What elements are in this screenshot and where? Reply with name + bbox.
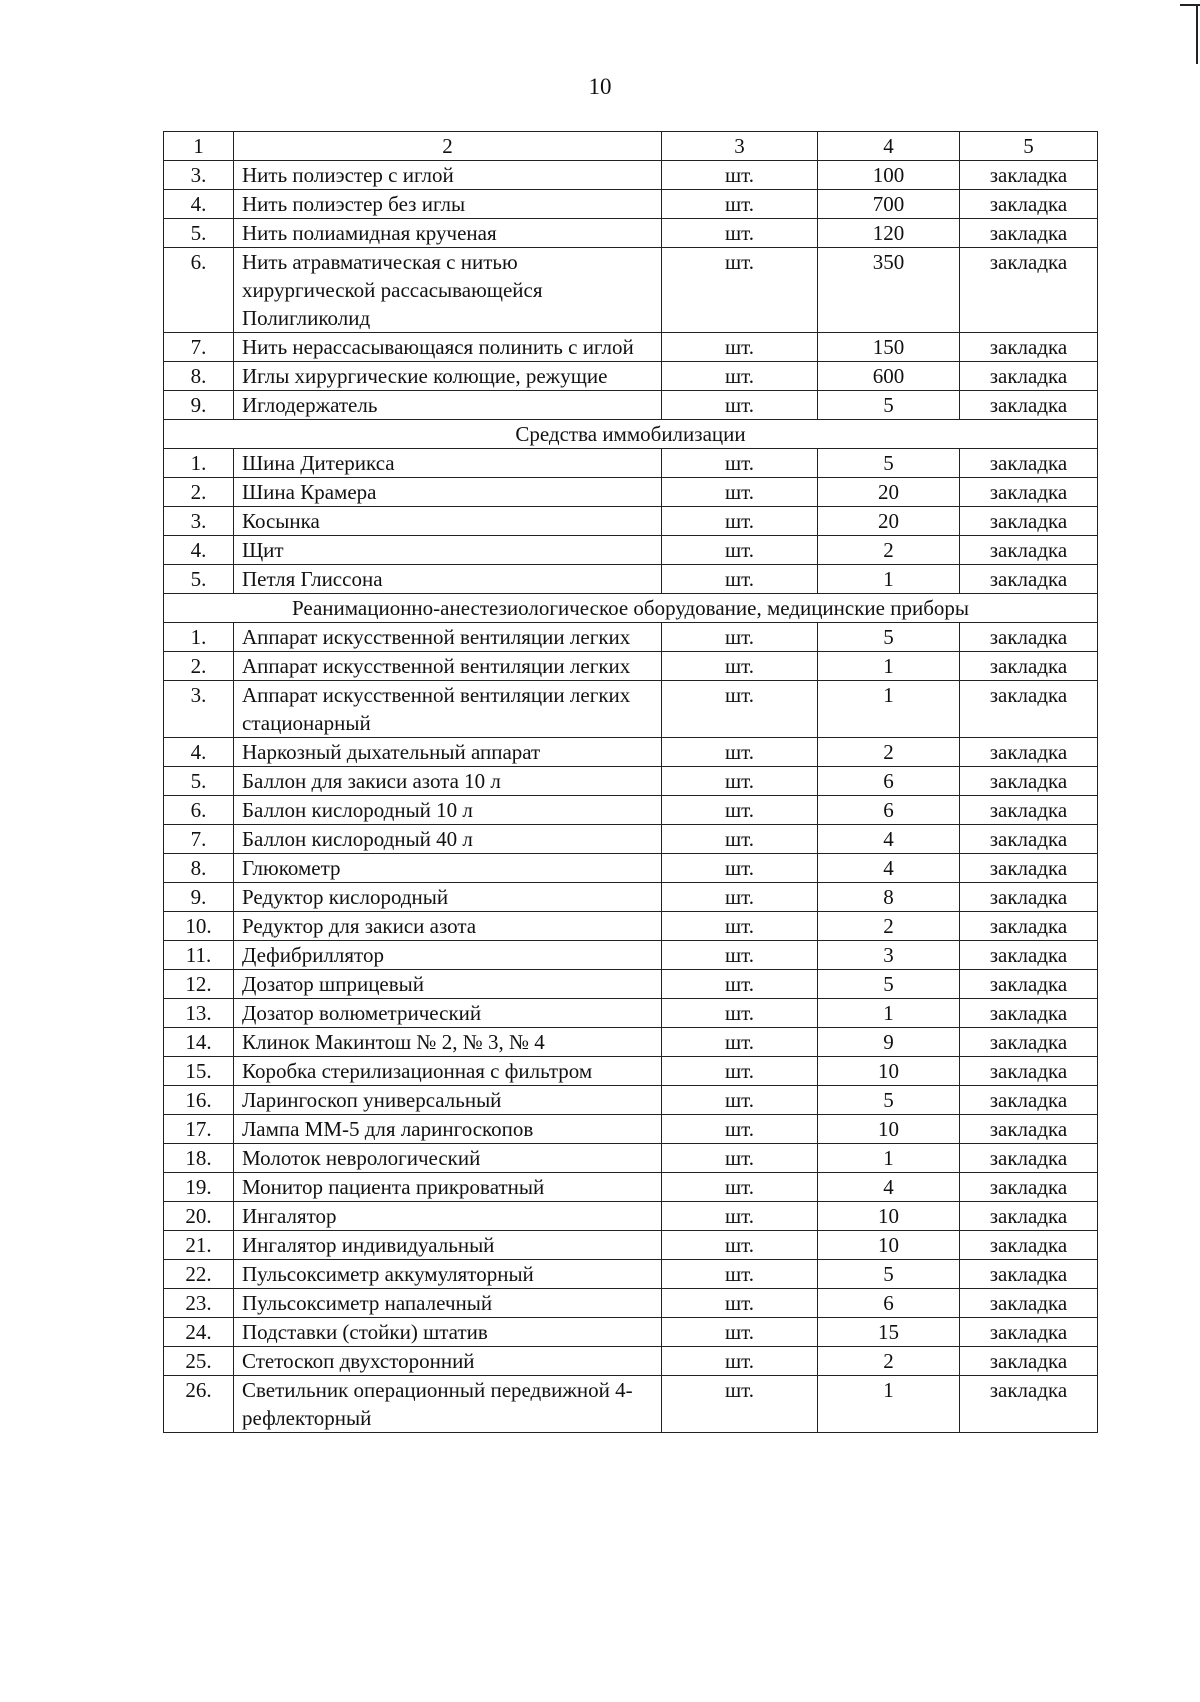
table-header-row	[164, 132, 1098, 161]
item-note: закладка	[960, 219, 1098, 248]
table-row	[164, 623, 1098, 652]
table-row	[164, 883, 1098, 912]
item-name: Аппарат искусственной вентиляции легких стационарный	[234, 681, 662, 738]
item-quantity: 1	[818, 652, 960, 681]
item-name: Клинок Макинтош № 2, № 3, № 4	[234, 1028, 662, 1057]
table-row	[164, 161, 1098, 190]
table-row	[164, 1347, 1098, 1376]
item-number: 3.	[164, 507, 234, 536]
item-note: закладка	[960, 796, 1098, 825]
table-row	[164, 652, 1098, 681]
item-quantity: 4	[818, 825, 960, 854]
table-row	[164, 1202, 1098, 1231]
item-quantity: 20	[818, 507, 960, 536]
item-name: Петля Глиссона	[234, 565, 662, 594]
item-number: 8.	[164, 854, 234, 883]
item-unit: шт.	[662, 912, 818, 941]
item-name: Нить нерассасывающаяся полинить с иглой	[234, 333, 662, 362]
item-quantity: 6	[818, 796, 960, 825]
item-note: закладка	[960, 1318, 1098, 1347]
item-unit: шт.	[662, 536, 818, 565]
table-row	[164, 999, 1098, 1028]
table-row	[164, 190, 1098, 219]
item-quantity: 5	[818, 623, 960, 652]
item-number: 18.	[164, 1144, 234, 1173]
item-quantity: 6	[818, 1289, 960, 1318]
item-note: закладка	[960, 1260, 1098, 1289]
item-quantity: 10	[818, 1115, 960, 1144]
item-quantity: 9	[818, 1028, 960, 1057]
item-name: Лампа ММ-5 для ларингоскопов	[234, 1115, 662, 1144]
item-unit: шт.	[662, 1318, 818, 1347]
item-quantity: 5	[818, 1086, 960, 1115]
table-row	[164, 738, 1098, 767]
table-row	[164, 1057, 1098, 1086]
item-number: 7.	[164, 333, 234, 362]
item-note: закладка	[960, 1028, 1098, 1057]
item-number: 25.	[164, 1347, 234, 1376]
table-row	[164, 219, 1098, 248]
item-number: 8.	[164, 362, 234, 391]
item-quantity: 4	[818, 854, 960, 883]
item-note: закладка	[960, 999, 1098, 1028]
item-quantity: 2	[818, 738, 960, 767]
item-number: 15.	[164, 1057, 234, 1086]
item-quantity: 1	[818, 1376, 960, 1433]
item-number: 2.	[164, 478, 234, 507]
table-row	[164, 507, 1098, 536]
item-unit: шт.	[662, 565, 818, 594]
item-number: 5.	[164, 767, 234, 796]
item-name: Баллон кислородный 10 л	[234, 796, 662, 825]
item-number: 11.	[164, 941, 234, 970]
item-note: закладка	[960, 507, 1098, 536]
item-name: Ингалятор	[234, 1202, 662, 1231]
equipment-table	[163, 131, 1098, 1433]
item-quantity: 10	[818, 1202, 960, 1231]
item-number: 17.	[164, 1115, 234, 1144]
table-row	[164, 1115, 1098, 1144]
item-number: 6.	[164, 248, 234, 333]
item-quantity: 6	[818, 767, 960, 796]
item-quantity: 350	[818, 248, 960, 333]
item-note: закладка	[960, 449, 1098, 478]
item-unit: шт.	[662, 941, 818, 970]
item-quantity: 2	[818, 912, 960, 941]
item-quantity: 2	[818, 1347, 960, 1376]
item-number: 9.	[164, 883, 234, 912]
item-note: закладка	[960, 1347, 1098, 1376]
item-name: Аппарат искусственной вентиляции легких	[234, 623, 662, 652]
table-row	[164, 1289, 1098, 1318]
item-name: Нить полиэстер без иглы	[234, 190, 662, 219]
item-quantity: 1	[818, 565, 960, 594]
item-unit: шт.	[662, 883, 818, 912]
item-note: закладка	[960, 912, 1098, 941]
item-name: Баллон для закиси азота 10 л	[234, 767, 662, 796]
item-number: 4.	[164, 190, 234, 219]
item-unit: шт.	[662, 1144, 818, 1173]
item-number: 12.	[164, 970, 234, 999]
item-unit: шт.	[662, 1260, 818, 1289]
item-name: Пульсоксиметр напалечный	[234, 1289, 662, 1318]
item-name: Редуктор для закиси азота	[234, 912, 662, 941]
item-number: 13.	[164, 999, 234, 1028]
item-unit: шт.	[662, 391, 818, 420]
item-note: закладка	[960, 652, 1098, 681]
item-unit: шт.	[662, 767, 818, 796]
item-unit: шт.	[662, 796, 818, 825]
section-header-row	[164, 420, 1098, 449]
item-note: закладка	[960, 854, 1098, 883]
table-row	[164, 825, 1098, 854]
table-row	[164, 1318, 1098, 1347]
item-note: закладка	[960, 1289, 1098, 1318]
item-number: 3.	[164, 161, 234, 190]
header-col-2: 2	[234, 132, 662, 161]
item-name: Молоток неврологический	[234, 1144, 662, 1173]
table-row	[164, 1260, 1098, 1289]
table-row	[164, 248, 1098, 333]
item-number: 4.	[164, 738, 234, 767]
item-unit: шт.	[662, 333, 818, 362]
item-unit: шт.	[662, 999, 818, 1028]
item-number: 10.	[164, 912, 234, 941]
item-quantity: 5	[818, 391, 960, 420]
item-note: закладка	[960, 248, 1098, 333]
item-quantity: 5	[818, 449, 960, 478]
item-quantity: 3	[818, 941, 960, 970]
item-number: 20.	[164, 1202, 234, 1231]
item-quantity: 1	[818, 681, 960, 738]
item-note: закладка	[960, 333, 1098, 362]
header-col-1: 1	[164, 132, 234, 161]
item-name: Светильник операционный передвижной 4-рефлекторный	[234, 1376, 662, 1433]
item-note: закладка	[960, 478, 1098, 507]
table-row	[164, 449, 1098, 478]
item-note: закладка	[960, 1144, 1098, 1173]
item-number: 22.	[164, 1260, 234, 1289]
item-name: Иглы хирургические колющие, режущие	[234, 362, 662, 391]
item-quantity: 20	[818, 478, 960, 507]
section-header-row	[164, 594, 1098, 623]
item-unit: шт.	[662, 738, 818, 767]
item-number: 14.	[164, 1028, 234, 1057]
item-quantity: 150	[818, 333, 960, 362]
item-name: Коробка стерилизационная с фильтром	[234, 1057, 662, 1086]
item-unit: шт.	[662, 362, 818, 391]
item-name: Нить атравматическая с нитью хирургической рассасывающейся Полигликолид	[234, 248, 662, 333]
item-name: Дефибриллятор	[234, 941, 662, 970]
item-unit: шт.	[662, 1376, 818, 1433]
table-row	[164, 1173, 1098, 1202]
item-note: закладка	[960, 1115, 1098, 1144]
section-title: Средства иммобилизации	[164, 420, 1098, 449]
item-note: закладка	[960, 738, 1098, 767]
item-quantity: 10	[818, 1057, 960, 1086]
table-row	[164, 970, 1098, 999]
item-unit: шт.	[662, 219, 818, 248]
item-name: Нить полиэстер с иглой	[234, 161, 662, 190]
item-number: 16.	[164, 1086, 234, 1115]
item-number: 19.	[164, 1173, 234, 1202]
item-quantity: 15	[818, 1318, 960, 1347]
item-note: закладка	[960, 623, 1098, 652]
table-row	[164, 362, 1098, 391]
item-unit: шт.	[662, 1231, 818, 1260]
item-number: 3.	[164, 681, 234, 738]
corner-crop-mark	[1180, 4, 1200, 64]
table-row	[164, 1144, 1098, 1173]
item-note: закладка	[960, 767, 1098, 796]
item-number: 1.	[164, 449, 234, 478]
item-note: закладка	[960, 883, 1098, 912]
item-name: Иглодержатель	[234, 391, 662, 420]
item-number: 5.	[164, 565, 234, 594]
table-row	[164, 565, 1098, 594]
item-quantity: 600	[818, 362, 960, 391]
item-number: 21.	[164, 1231, 234, 1260]
item-unit: шт.	[662, 1202, 818, 1231]
item-name: Баллон кислородный 40 л	[234, 825, 662, 854]
item-quantity: 4	[818, 1173, 960, 1202]
table-row	[164, 1231, 1098, 1260]
item-note: закладка	[960, 1057, 1098, 1086]
item-unit: шт.	[662, 825, 818, 854]
item-quantity: 100	[818, 161, 960, 190]
item-number: 1.	[164, 623, 234, 652]
item-quantity: 5	[818, 1260, 960, 1289]
item-note: закладка	[960, 362, 1098, 391]
item-unit: шт.	[662, 190, 818, 219]
table-row	[164, 391, 1098, 420]
item-unit: шт.	[662, 1173, 818, 1202]
item-note: закладка	[960, 391, 1098, 420]
item-unit: шт.	[662, 1347, 818, 1376]
item-note: закладка	[960, 161, 1098, 190]
item-name: Пульсоксиметр аккумуляторный	[234, 1260, 662, 1289]
table-row	[164, 536, 1098, 565]
item-note: закладка	[960, 1086, 1098, 1115]
item-note: закладка	[960, 970, 1098, 999]
item-name: Дозатор волюметрический	[234, 999, 662, 1028]
item-unit: шт.	[662, 652, 818, 681]
item-unit: шт.	[662, 970, 818, 999]
item-unit: шт.	[662, 623, 818, 652]
item-number: 6.	[164, 796, 234, 825]
item-unit: шт.	[662, 1289, 818, 1318]
item-unit: шт.	[662, 449, 818, 478]
item-note: закладка	[960, 941, 1098, 970]
item-quantity: 8	[818, 883, 960, 912]
table-row	[164, 478, 1098, 507]
item-quantity: 700	[818, 190, 960, 219]
item-number: 23.	[164, 1289, 234, 1318]
item-unit: шт.	[662, 507, 818, 536]
item-name: Наркозный дыхательный аппарат	[234, 738, 662, 767]
item-number: 4.	[164, 536, 234, 565]
table-body	[164, 132, 1098, 1433]
header-col-5: 5	[960, 132, 1098, 161]
item-quantity: 10	[818, 1231, 960, 1260]
item-unit: шт.	[662, 248, 818, 333]
item-note: закладка	[960, 565, 1098, 594]
item-name: Щит	[234, 536, 662, 565]
item-name: Дозатор шприцевый	[234, 970, 662, 999]
item-note: закладка	[960, 536, 1098, 565]
item-number: 2.	[164, 652, 234, 681]
item-unit: шт.	[662, 1057, 818, 1086]
item-note: закладка	[960, 681, 1098, 738]
table-row	[164, 912, 1098, 941]
item-name: Шина Крамера	[234, 478, 662, 507]
item-name: Подставки (стойки) штатив	[234, 1318, 662, 1347]
item-note: закладка	[960, 1202, 1098, 1231]
item-name: Стетоскоп двухсторонний	[234, 1347, 662, 1376]
table-row	[164, 1086, 1098, 1115]
item-note: закладка	[960, 190, 1098, 219]
item-number: 7.	[164, 825, 234, 854]
item-note: закладка	[960, 1376, 1098, 1433]
header-col-4: 4	[818, 132, 960, 161]
item-name: Аппарат искусственной вентиляции легких	[234, 652, 662, 681]
item-note: закладка	[960, 1231, 1098, 1260]
item-quantity: 120	[818, 219, 960, 248]
section-title: Реанимационно-анестезиологическое оборудование, медицинские приборы	[164, 594, 1098, 623]
item-number: 9.	[164, 391, 234, 420]
header-col-3: 3	[662, 132, 818, 161]
item-unit: шт.	[662, 161, 818, 190]
item-name: Монитор пациента прикроватный	[234, 1173, 662, 1202]
item-unit: шт.	[662, 854, 818, 883]
item-quantity: 1	[818, 1144, 960, 1173]
page-number: 10	[588, 74, 612, 99]
item-note: закладка	[960, 1173, 1098, 1202]
item-number: 5.	[164, 219, 234, 248]
item-name: Нить полиамидная крученая	[234, 219, 662, 248]
item-unit: шт.	[662, 681, 818, 738]
table-row	[164, 1028, 1098, 1057]
table-row	[164, 854, 1098, 883]
item-number: 24.	[164, 1318, 234, 1347]
item-number: 26.	[164, 1376, 234, 1433]
table-row	[164, 796, 1098, 825]
table-row	[164, 1376, 1098, 1433]
item-unit: шт.	[662, 478, 818, 507]
table-row	[164, 767, 1098, 796]
item-name: Глюкометр	[234, 854, 662, 883]
item-name: Косынка	[234, 507, 662, 536]
item-quantity: 5	[818, 970, 960, 999]
item-unit: шт.	[662, 1115, 818, 1144]
table-row	[164, 941, 1098, 970]
item-name: Редуктор кислородный	[234, 883, 662, 912]
item-name: Ларингоскоп универсальный	[234, 1086, 662, 1115]
item-unit: шт.	[662, 1028, 818, 1057]
item-name: Шина Дитерикса	[234, 449, 662, 478]
item-unit: шт.	[662, 1086, 818, 1115]
item-quantity: 2	[818, 536, 960, 565]
item-note: закладка	[960, 825, 1098, 854]
item-name: Ингалятор индивидуальный	[234, 1231, 662, 1260]
table-row	[164, 681, 1098, 738]
item-quantity: 1	[818, 999, 960, 1028]
table-row	[164, 333, 1098, 362]
